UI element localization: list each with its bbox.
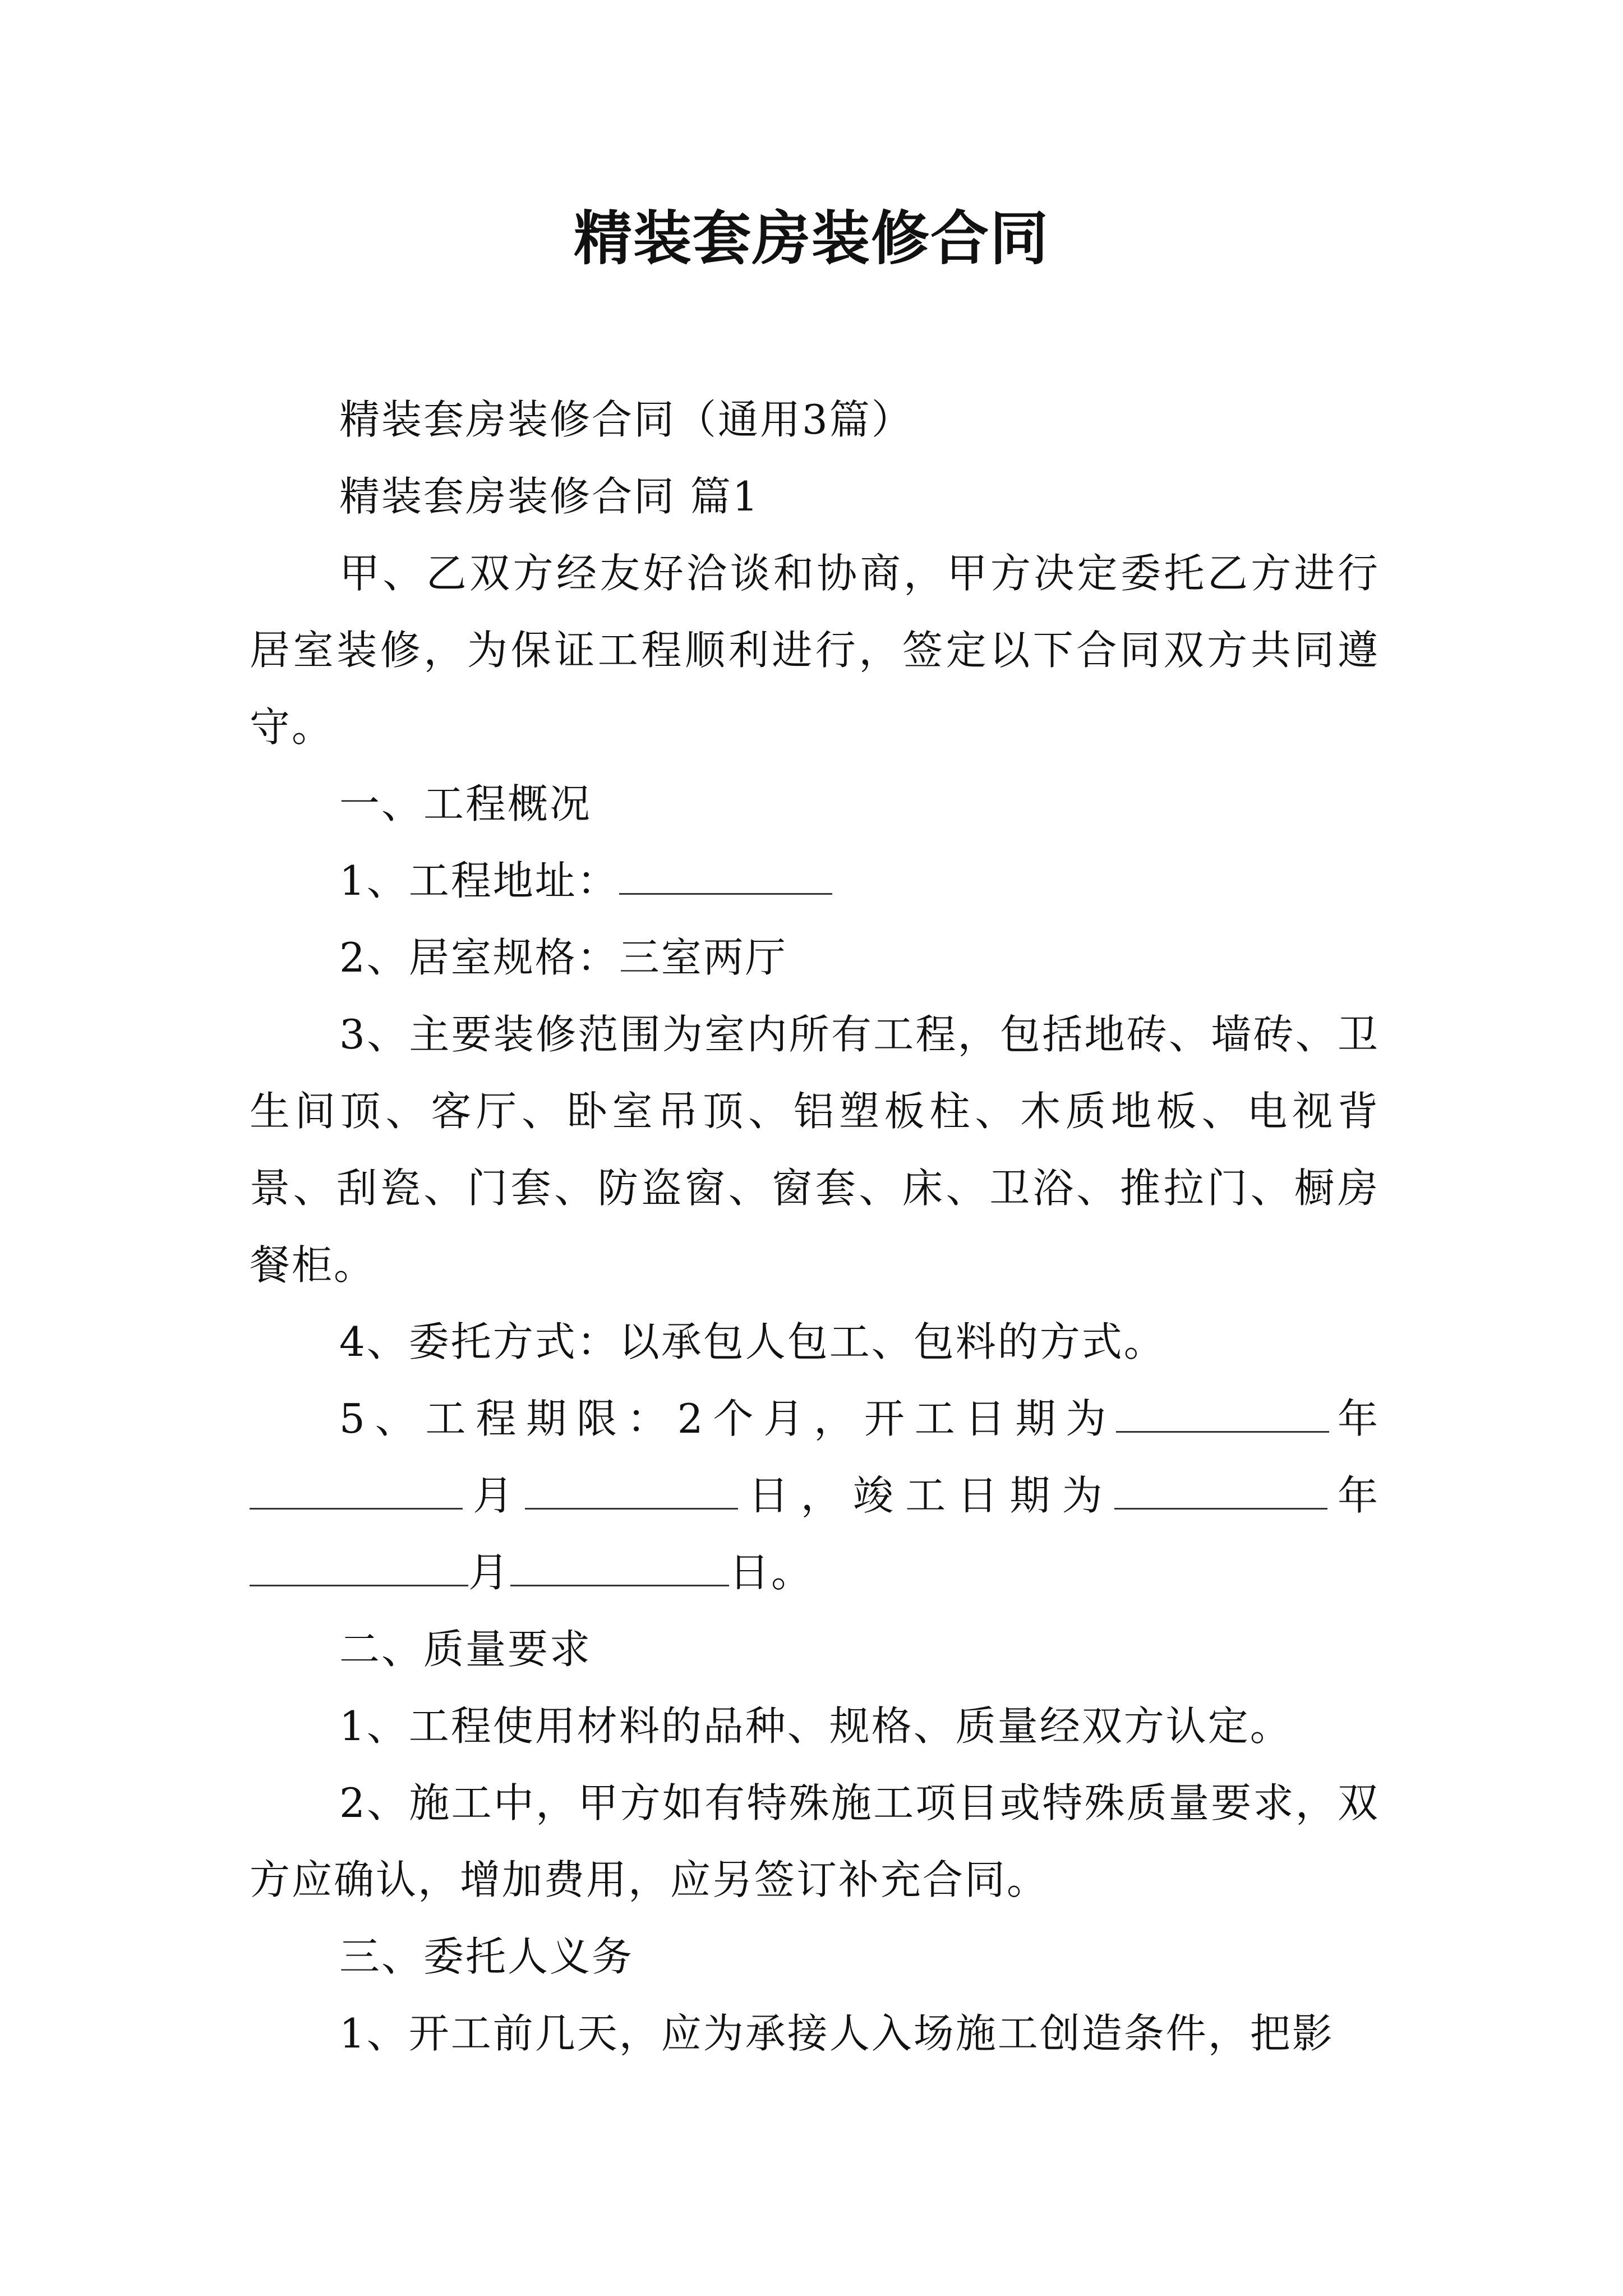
end-day-blank — [510, 1548, 729, 1586]
day-label-2: 日。 — [729, 1549, 814, 1596]
address-blank — [619, 856, 832, 895]
month-label: 月 — [463, 1472, 525, 1519]
year-label-2: 年 — [1327, 1472, 1380, 1519]
year-label: 年 — [1329, 1395, 1380, 1442]
start-year-blank — [1116, 1394, 1329, 1433]
clause-1-1-label: 1、工程地址： — [339, 857, 619, 904]
month-label-2: 月 — [468, 1549, 511, 1596]
clause-1-4: 4、委托方式：以承包人包工、包料的方式。 — [339, 1318, 1166, 1365]
document-title: 精装套房装修合同 — [573, 204, 1049, 273]
clause-2-1: 1、工程使用材料的品种、规格、质量经双方认定。 — [339, 1703, 1292, 1750]
clause-2-2: 2、施工中，甲方如有特殊施工项目或特殊质量要求，双方应确认，增加费用，应另签订补充合同。 — [250, 1779, 1380, 1903]
section-heading-2: 二、质量要求 — [339, 1626, 592, 1673]
section-heading-3: 三、委托人义务 — [339, 1933, 634, 1980]
clause-1-3: 3、主要装修范围为室内所有工程，包括地砖、墙砖、卫生间顶、客厅、卧室吊顶、铝塑板柱、木质地板、电视背景、刮瓷、门套、防盗窗、窗套、床、卫浴、推拉门、橱房餐柜。 — [250, 1011, 1380, 1289]
clause-1-1 — [250, 843, 1380, 919]
intro-paragraph: 甲、乙双方经友好洽谈和协商，甲方决定委托乙方进行居室装修，为保证工程顺利进行，签定以下合同双方共同遵守。 — [250, 550, 1380, 751]
part-heading: 精装套房装修合同 篇1 — [339, 473, 760, 520]
document-body — [250, 381, 1380, 2072]
clause-1-2: 2、居室规格：三室两厅 — [339, 934, 787, 981]
start-month-blank — [250, 1471, 463, 1510]
end-month-blank — [250, 1548, 468, 1586]
start-day-blank — [525, 1471, 738, 1510]
day-end-label: 日，竣工日期为 — [738, 1472, 1114, 1519]
clause-1-5 — [250, 1381, 1380, 1611]
section-heading-1: 一、工程概况 — [339, 780, 592, 827]
end-year-blank — [1114, 1471, 1327, 1510]
clause-1-5-start: 5、工程期限：2个月，开工日期为 — [339, 1395, 1117, 1442]
subtitle: 精装套房装修合同（通用3篇） — [339, 396, 914, 443]
clause-3-1: 1、开工前几天，应为承接人入场施工创造条件，把影 — [339, 2010, 1334, 2057]
